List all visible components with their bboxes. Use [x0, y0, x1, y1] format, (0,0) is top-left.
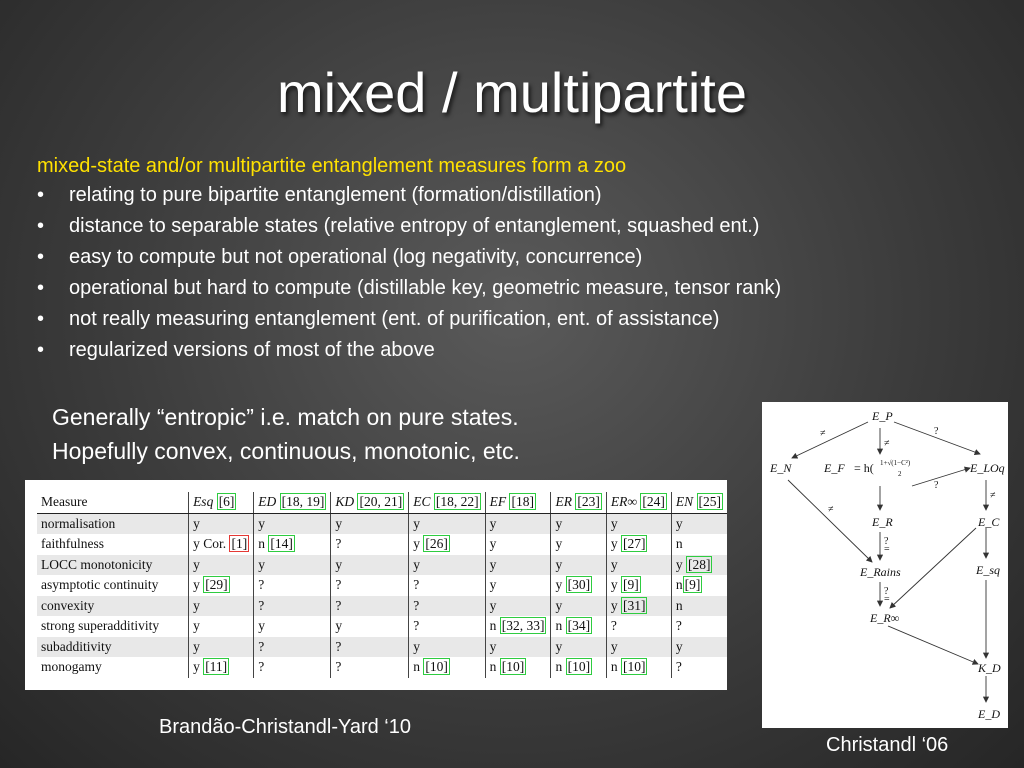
header-label: ER∞	[610, 494, 637, 510]
node-ec: E_C	[978, 515, 1000, 529]
table-row	[37, 555, 727, 576]
table-cell: y	[331, 555, 409, 576]
table-cell: y	[189, 596, 254, 617]
diagram-svg	[762, 402, 1008, 728]
table-cell: y	[331, 513, 409, 534]
reference-tag: [32, 33]	[501, 618, 545, 634]
reference-tag: [10]	[501, 659, 525, 675]
table-cell: y	[485, 534, 551, 555]
table-row	[37, 616, 727, 637]
table-cell: n [34]	[551, 616, 606, 637]
table-cell: y	[331, 616, 409, 637]
header-cell	[254, 492, 331, 513]
edge-ec-erinf	[890, 528, 976, 608]
diagram-caption: Christandl ‘06	[826, 734, 949, 756]
node-ep: E_P	[872, 409, 893, 423]
table-cell: ?	[331, 534, 409, 555]
header-cell	[331, 492, 409, 513]
table-cell: y	[254, 555, 331, 576]
reference-tag: [25]	[698, 494, 721, 510]
header-cell	[671, 492, 727, 513]
row-label: asymptotic continuity	[37, 575, 189, 596]
node-kd: K_D	[978, 661, 1001, 675]
table-cell: y	[485, 513, 551, 534]
edge-erinf-kd	[888, 626, 978, 664]
table-cell: y [9]	[606, 575, 671, 596]
reference-tag: [10]	[567, 659, 591, 675]
label-ef-eloq: ?	[934, 480, 939, 491]
label-erains-erinf-q: ?	[884, 586, 889, 597]
table-cell: y	[485, 555, 551, 576]
reference-tag: [34]	[567, 618, 591, 634]
bullet-dot: •	[37, 246, 45, 268]
node-esq: E_sq	[976, 563, 1000, 577]
table-cell: n [14]	[254, 534, 331, 555]
table-cell: n	[671, 534, 727, 555]
reference-tag: [18, 19]	[281, 494, 325, 510]
table-header-row	[37, 492, 727, 513]
reference-tag: [6]	[218, 494, 235, 510]
table-cell: y Cor. [1]	[189, 534, 254, 555]
header-cell	[189, 492, 254, 513]
node-erinf: E_R∞	[870, 611, 900, 625]
subtitle: mixed-state and/or multipartite entanglement measures form a zoo	[37, 155, 627, 177]
edge-ep-en	[792, 422, 868, 458]
table-cell: y	[189, 513, 254, 534]
table-cell: y	[485, 596, 551, 617]
generally-text	[52, 400, 520, 468]
table-cell: y	[551, 534, 606, 555]
header-label: EF	[489, 494, 507, 510]
label-erains-erinf-eq: =	[884, 594, 890, 605]
table-cell: y	[551, 555, 606, 576]
table-cell: y	[551, 596, 606, 617]
bullet-item	[37, 242, 781, 273]
node-ed: E_D	[978, 707, 1000, 721]
generally-line-2: Hopefully convex, continuous, monotonic, etc.	[52, 438, 520, 464]
row-label: normalisation	[37, 513, 189, 534]
table-cell: ?	[331, 575, 409, 596]
table-cell: y	[485, 637, 551, 658]
bullet-dot: •	[37, 215, 45, 237]
bullet-dot: •	[37, 339, 45, 361]
table-cell: n [10]	[409, 657, 485, 678]
table-row	[37, 534, 727, 555]
reference-tag: [10]	[425, 659, 448, 675]
table-cell: ?	[409, 616, 485, 637]
bullet-item	[37, 335, 781, 366]
table-cell: y	[485, 575, 551, 596]
measures-table	[37, 492, 727, 678]
table-row	[37, 596, 727, 617]
table-cell: ?	[671, 657, 727, 678]
table-cell: y	[606, 555, 671, 576]
table-cell: y	[551, 637, 606, 658]
reference-tag: [20, 21]	[359, 494, 403, 510]
node-ef: E_F	[824, 461, 845, 475]
measures-diagram	[762, 402, 1008, 728]
reference-tag: [9]	[684, 577, 701, 593]
table-row	[37, 637, 727, 658]
bullet-item	[37, 304, 781, 335]
table-cell: y	[606, 513, 671, 534]
table-cell: y [30]	[551, 575, 606, 596]
table-cell: y [26]	[409, 534, 485, 555]
table-cell: ?	[671, 616, 727, 637]
header-cell	[485, 492, 551, 513]
table-cell: ?	[254, 637, 331, 658]
table-cell: n [32, 33]	[485, 616, 551, 637]
table-cell: y [28]	[671, 555, 727, 576]
row-label: LOCC monotonicity	[37, 555, 189, 576]
bullet-item	[37, 211, 781, 242]
bullet-text: not really measuring entanglement (ent. of purification, ent. of assistance)	[69, 308, 720, 330]
node-ef-formula: = h(	[854, 461, 874, 475]
row-label: subadditivity	[37, 637, 189, 658]
table-cell: ?	[331, 596, 409, 617]
bullet-dot: •	[37, 308, 45, 330]
table-cell: y	[409, 637, 485, 658]
reference-tag: [29]	[205, 577, 228, 593]
reference-tag: [24]	[642, 494, 665, 510]
node-en: E_N	[770, 461, 792, 475]
label-ep-ef: ≠	[884, 438, 890, 449]
bullet-dot: •	[37, 277, 45, 299]
reference-tag: [18, 22]	[435, 494, 479, 510]
table-cell: n [10]	[606, 657, 671, 678]
reference-tag: [30]	[567, 577, 591, 593]
bullet-list	[37, 180, 781, 366]
table-cell: y	[189, 637, 254, 658]
table-cell: n [10]	[485, 657, 551, 678]
reference-tag: [1]	[231, 536, 248, 552]
label-en-er: ≠	[828, 504, 834, 515]
reference-tag: [27]	[622, 536, 646, 552]
node-er: E_R	[872, 515, 893, 529]
row-label: monogamy	[37, 657, 189, 678]
bullet-item	[37, 273, 781, 304]
header-cell	[551, 492, 606, 513]
table-cell: y	[671, 637, 727, 658]
header-label: ER	[555, 494, 572, 510]
table-cell: y	[671, 513, 727, 534]
bullet-text: operational but hard to compute (distillable key, geometric measure, tensor rank)	[69, 277, 782, 299]
row-label: faithfulness	[37, 534, 189, 555]
node-eloq: E_LOq	[970, 461, 1005, 475]
label-er-erains-eq: =	[884, 544, 890, 555]
table-cell: y	[606, 637, 671, 658]
reference-tag: [14]	[270, 536, 293, 552]
label-er-erains-q: ?	[884, 536, 889, 547]
table-cell: y	[189, 555, 254, 576]
table-cell: ?	[254, 575, 331, 596]
table-row	[37, 513, 727, 534]
table-cell: ?	[606, 616, 671, 637]
table-cell: n [10]	[551, 657, 606, 678]
table-cell: y [27]	[606, 534, 671, 555]
table-cell: ?	[254, 657, 331, 678]
reference-tag: [18]	[511, 494, 534, 510]
reference-tag: [26]	[425, 536, 448, 552]
label-ep-eloq: ?	[934, 426, 939, 437]
table-cell: y	[409, 513, 485, 534]
node-erains: E_Rains	[860, 565, 901, 579]
bullet-text: relating to pure bipartite entanglement (formation/distillation)	[69, 184, 602, 206]
label-eloq-ec: ≠	[990, 490, 996, 501]
table-cell: y	[254, 616, 331, 637]
header-label: Measure	[41, 494, 88, 510]
table-caption: Brandão-Christandl-Yard ‘10	[159, 716, 411, 738]
bullet-text: easy to compute but not operational (log negativity, concurrence)	[69, 246, 643, 268]
row-label: convexity	[37, 596, 189, 617]
header-cell	[606, 492, 671, 513]
table-cell: n	[671, 596, 727, 617]
reference-tag: [23]	[577, 494, 600, 510]
slide-title: mixed / multipartite	[277, 61, 747, 124]
table-cell: ?	[254, 596, 331, 617]
row-label: strong superadditivity	[37, 616, 189, 637]
table-cell: ?	[409, 596, 485, 617]
reference-tag: [28]	[687, 556, 711, 572]
bullet-text: regularized versions of most of the above	[69, 339, 435, 361]
table-cell: y	[254, 513, 331, 534]
node-ef-den: 2	[898, 470, 902, 478]
reference-tag: [9]	[622, 577, 639, 593]
table-cell: ?	[331, 657, 409, 678]
table-cell: y [11]	[189, 657, 254, 678]
bullet-item	[37, 180, 781, 211]
header-label: EN	[675, 494, 694, 510]
table-cell: y [31]	[606, 596, 671, 617]
table-cell: ?	[409, 575, 485, 596]
generally-line-1: Generally “entropic” i.e. match on pure states.	[52, 404, 519, 430]
header-cell	[409, 492, 485, 513]
bullet-text: distance to separable states (relative entropy of entanglement, squashed ent.)	[69, 215, 760, 237]
table-cell: ?	[331, 637, 409, 658]
reference-tag: [11]	[205, 659, 228, 675]
label-strike: ≠	[820, 428, 826, 439]
table-row	[37, 657, 727, 678]
table-cell: y	[551, 513, 606, 534]
table-row	[37, 575, 727, 596]
header-label: KD	[335, 494, 355, 510]
reference-tag: [10]	[622, 659, 646, 675]
table-cell: y [29]	[189, 575, 254, 596]
header-label: Esq	[193, 494, 214, 510]
table-cell: n [9]	[671, 575, 727, 596]
edge-ef-eloq	[912, 468, 970, 486]
edge-en-erains	[788, 480, 872, 562]
node-ef-frac: 1+√(1−C²)	[880, 459, 911, 467]
header-cell	[37, 492, 189, 513]
bullet-dot: •	[37, 184, 45, 206]
table-cell: y	[409, 555, 485, 576]
header-label: EC	[413, 494, 431, 510]
header-label: ED	[258, 494, 277, 510]
measures-table-image	[25, 480, 727, 690]
reference-tag: [31]	[622, 597, 646, 613]
table-cell: y	[189, 616, 254, 637]
